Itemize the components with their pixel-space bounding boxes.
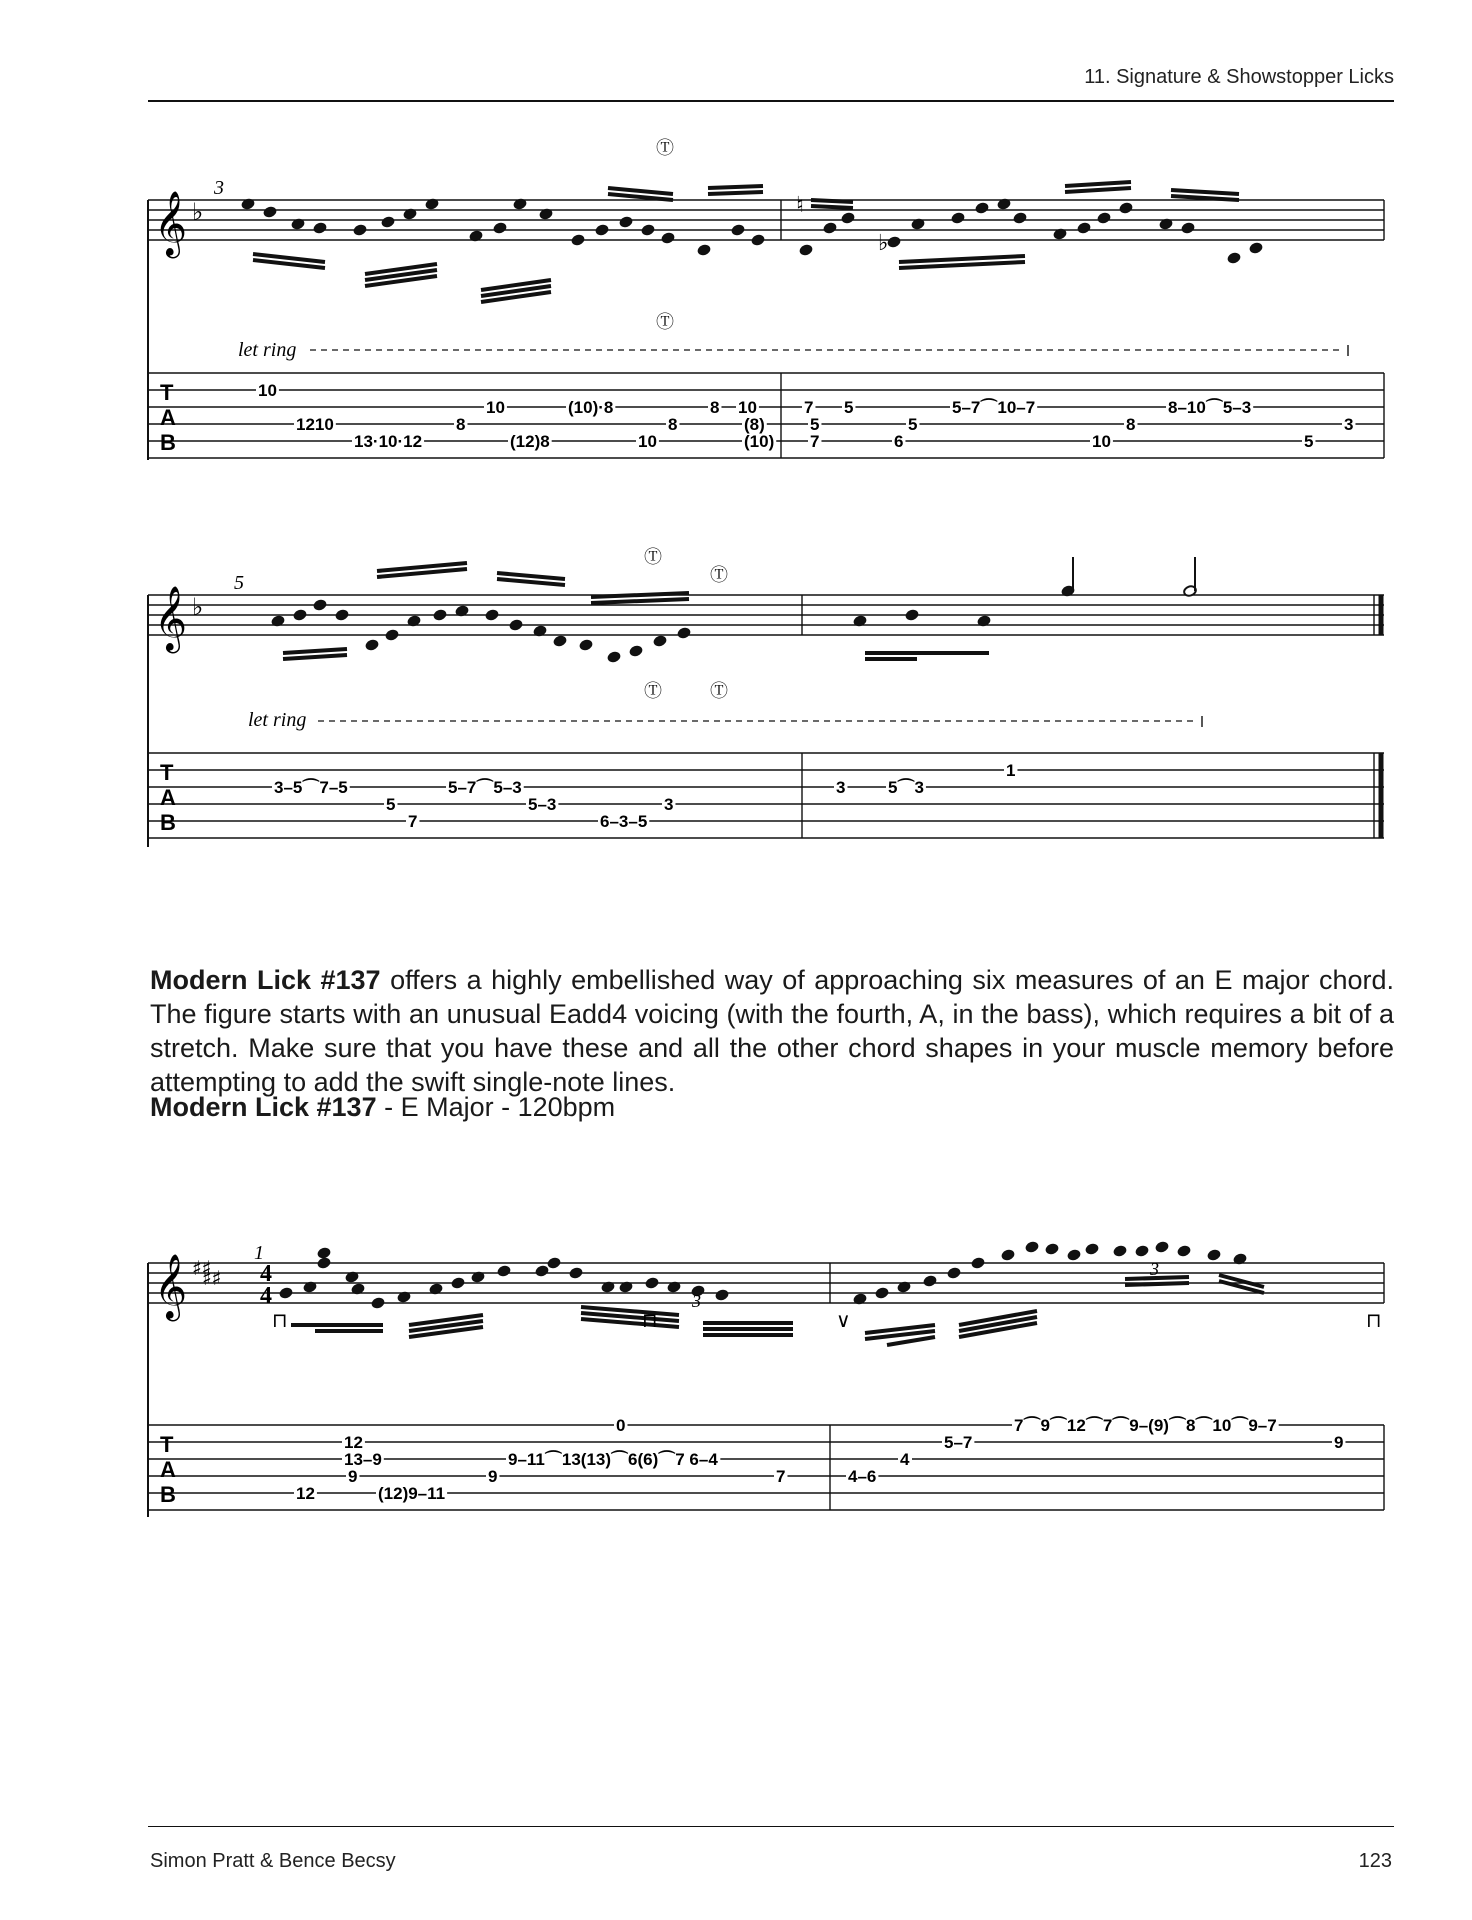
tab-fret-number: 9 (1334, 1433, 1344, 1452)
measure-number: 1 (254, 1242, 264, 1264)
tab-fret-number: 13–9 (344, 1450, 382, 1469)
system-2-notes (271, 557, 1197, 663)
downstroke-icon: ⊓ (272, 1308, 288, 1332)
tab-fret-number: 12 (296, 1484, 315, 1503)
measure-number: 5 (234, 572, 244, 594)
footer-authors: Simon Pratt & Bence Becsy (150, 1850, 396, 1872)
tab-fret-number: 10 (1092, 432, 1111, 451)
tap-marker-icon: Ⓣ (710, 565, 728, 586)
tab-fret-number: 9–11⌒13(13)⌒6(6)⌒7 6–4 (508, 1450, 718, 1469)
tab-fret-number: 5–3 (528, 795, 557, 814)
system-3-svg (148, 1215, 1394, 1525)
tab-fret-number: 1210 (296, 415, 334, 434)
tab-fret-number: (12)9–11 (378, 1484, 446, 1503)
treble-clef-icon: 𝄞 (154, 191, 188, 256)
tab-clef-letter: T (160, 1432, 174, 1457)
tap-marker-icon: Ⓣ (710, 681, 728, 702)
footer-rule (148, 1826, 1394, 1827)
chapter-header: 11. Signature & Showstopper Licks (1084, 66, 1394, 88)
notation-system-1 (148, 130, 1394, 470)
system-2-svg (148, 545, 1394, 855)
tab-fret-number: 5–7⌒10–7 (952, 398, 1036, 417)
tap-marker-icon: Ⓣ (644, 681, 662, 702)
tap-marker-icon: Ⓣ (644, 547, 662, 568)
system-2-tab-numbers (160, 760, 1017, 835)
tab-fret-number: 9 (348, 1467, 358, 1486)
tab-fret-number: 12 (344, 1433, 363, 1452)
tab-clef-letter: B (160, 1482, 176, 1507)
tuplet-marker: 3 (1150, 1259, 1159, 1279)
tab-fret-number: 5–7⌒5–3 (448, 778, 522, 797)
tab-fret-number: 1 (1006, 761, 1016, 780)
tab-fret-number: (8) (744, 415, 765, 434)
notation-system-3 (148, 1215, 1394, 1525)
tab-fret-number: 9 (488, 1467, 498, 1486)
tab-fret-number: 8–10⌒5–3 (1168, 398, 1252, 417)
tab-fret-number: 3 (1344, 415, 1354, 434)
tab-fret-number: 6–3–5 (600, 812, 648, 831)
tab-fret-number: 5 (1304, 432, 1314, 451)
tab-fret-number: 5 (908, 415, 918, 434)
let-ring-label: let ring (238, 339, 297, 361)
tab-fret-number: 7 (804, 398, 814, 417)
treble-clef-icon: 𝄞 (154, 586, 188, 651)
treble-clef-icon: 𝄞 (154, 1254, 188, 1319)
downstroke-icon: ⊓ (642, 1308, 658, 1332)
flat-key-icon: ♭ (192, 198, 204, 226)
time-signature-top: 4 (260, 1261, 272, 1287)
tab-fret-number: 8 (1126, 415, 1136, 434)
page-number: 123 (1358, 1850, 1392, 1872)
tab-fret-number: 8 (668, 415, 678, 434)
tab-clef-letter: A (160, 1457, 176, 1482)
system-1-svg (148, 130, 1394, 470)
tab-fret-number: 7⌒9⌒12⌒7⌒9–(9)⌒8⌒10⌒9–7 (1014, 1416, 1277, 1435)
tap-marker-icon: Ⓣ (656, 138, 674, 159)
tab-fret-number: 5⌒3 (888, 778, 924, 797)
tab-fret-number: 5 (810, 415, 820, 434)
tab-fret-number: 4–6 (848, 1467, 877, 1486)
sharp-key-icon: ♯♯ (192, 1256, 212, 1280)
tab-fret-number: 5–7 (944, 1433, 973, 1452)
tab-clef-letter: B (160, 810, 176, 835)
notation-system-2 (148, 545, 1394, 855)
tab-fret-number: 13·10·12 (354, 432, 423, 451)
downstroke-icon: ⊓ (1366, 1308, 1382, 1332)
measure-number: 3 (214, 177, 224, 199)
sharp-key-icon: ♯♯ (202, 1266, 222, 1290)
flat-key-icon: ♭ (192, 593, 204, 621)
tab-fret-number: 8 (710, 398, 720, 417)
tab-fret-number: (10) (744, 432, 775, 451)
lick-description: Modern Lick #137 offers a highly embellished way of approaching six measures of an E major chord. The figure starts with an unusual Eadd4 voicing (with the fourth, A, in the bass), which requires a bit of a stretch. Make sure that you have these and all the other chord shapes in your muscle memory before attempting to add the swift single-note lines. (150, 965, 1394, 1097)
tab-fret-number: 7 (810, 432, 820, 451)
tab-fret-number: (12)8 (510, 432, 550, 451)
tab-fret-number: (10)·8 (568, 398, 614, 417)
tab-fret-number: 7 (776, 1467, 786, 1486)
tab-fret-number: 3 (664, 795, 674, 814)
header-rule (148, 100, 1394, 102)
tab-clef-letter: T (160, 380, 174, 405)
tab-fret-number: 8 (456, 415, 466, 434)
tap-marker-icon: Ⓣ (656, 312, 674, 333)
time-signature-bottom: 4 (260, 1283, 272, 1309)
tab-clef-letter: T (160, 760, 174, 785)
tab-fret-number: 3–5⌒7–5 (274, 778, 348, 797)
tab-fret-number: 10 (486, 398, 505, 417)
let-ring-label: let ring (248, 709, 307, 731)
tab-fret-number: 5 (386, 795, 396, 814)
tab-fret-number: 0 (616, 1416, 626, 1435)
tab-clef-letter: A (160, 785, 176, 810)
tab-fret-number: 10 (638, 432, 657, 451)
tab-clef-letter: A (160, 405, 176, 430)
tab-fret-number: 10 (258, 381, 277, 400)
system-1-tab-numbers (160, 380, 1355, 455)
lick-title: Modern Lick #137 - E Major - 120bpm (150, 1092, 616, 1122)
tab-fret-number: 5 (844, 398, 854, 417)
tab-clef-letter: B (160, 430, 176, 455)
tuplet-marker: 3 (692, 1291, 701, 1311)
system-3-tab-staff (148, 1425, 1384, 1510)
system-3-staff (148, 1263, 1384, 1517)
accidental-natural-icon: ♮ (796, 193, 804, 218)
tab-fret-number: 4 (900, 1450, 910, 1469)
tab-fret-number: 3 (836, 778, 846, 797)
upstroke-icon: ∨ (836, 1308, 851, 1332)
tab-fret-number: 10 (738, 398, 757, 417)
accidental-flat-icon: ♭ (878, 231, 889, 256)
tab-fret-number: 6 (894, 432, 904, 451)
tab-fret-number: 7 (408, 812, 418, 831)
